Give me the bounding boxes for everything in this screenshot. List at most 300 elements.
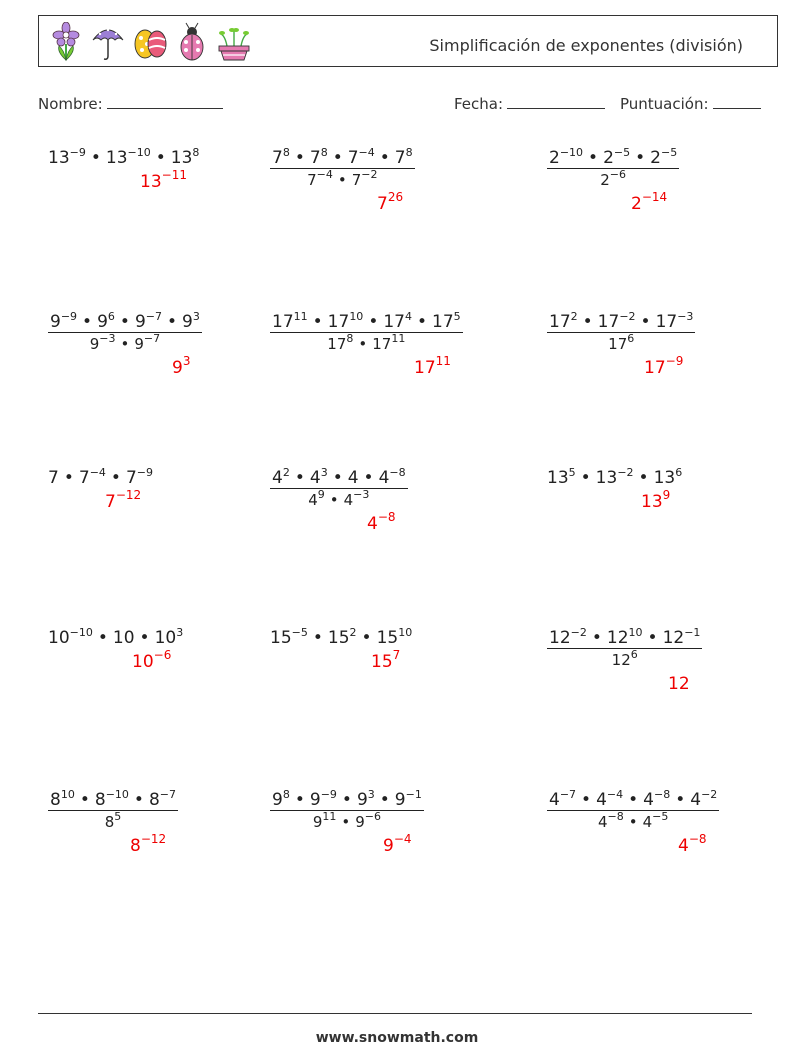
power-term [348, 468, 359, 488]
fraction [48, 312, 202, 353]
denominator [270, 810, 424, 831]
power-term [270, 628, 308, 648]
base: 8 [94, 790, 106, 810]
power-term [547, 468, 576, 488]
multiply-dot: • [82, 312, 93, 332]
base: 7 [307, 171, 317, 189]
fraction [48, 790, 178, 831]
exponent: 6 [627, 332, 635, 345]
multiply-dot: • [638, 468, 649, 488]
power-term [611, 648, 638, 669]
date-blank[interactable] [507, 93, 605, 109]
fraction [270, 468, 408, 509]
base: 17 [549, 312, 571, 332]
exponent: −10 [127, 146, 151, 159]
flower-icon [49, 22, 83, 62]
power-term [89, 332, 116, 353]
power-term [596, 790, 623, 810]
power-term [310, 790, 337, 810]
exponent: −5 [652, 810, 669, 823]
exponent: 10 [349, 310, 364, 323]
denominator [547, 332, 695, 353]
problem-3 [547, 148, 679, 190]
power-term [308, 488, 325, 509]
base: 17 [597, 312, 620, 332]
base: 9 [394, 790, 406, 810]
answer-exponent: 7 [392, 648, 401, 662]
power-term [650, 148, 677, 168]
exponent: −7 [145, 310, 162, 323]
power-term [372, 332, 406, 353]
answer-base: 12 [668, 674, 690, 694]
base: 13 [547, 468, 569, 488]
power-term [50, 312, 77, 332]
base: 9 [134, 335, 144, 353]
exponent: 9 [317, 488, 325, 501]
exponent: 8 [282, 146, 290, 159]
answer-exponent: −8 [377, 510, 396, 524]
answer [130, 832, 167, 856]
numerator [48, 790, 178, 810]
power-term [642, 810, 669, 831]
base: 8 [148, 790, 160, 810]
exponent: −5 [291, 626, 308, 639]
numerator [270, 790, 424, 810]
problem-15 [547, 790, 719, 832]
exponent: 8 [405, 146, 413, 159]
answer [644, 354, 684, 378]
footer-divider [38, 1013, 752, 1014]
exponent: −6 [609, 168, 626, 181]
base: 4 [378, 468, 390, 488]
exponent: −4 [316, 168, 333, 181]
multiply-dot: • [361, 628, 372, 648]
base: 13 [48, 148, 70, 168]
multiply-dot: • [675, 790, 686, 810]
exponent: 5 [568, 466, 576, 479]
answer-base: 13 [140, 172, 162, 192]
base: 12 [611, 651, 631, 669]
exponent: −8 [607, 810, 624, 823]
multiply-dot: • [133, 790, 144, 810]
power-term [182, 312, 200, 332]
base: 2 [549, 148, 560, 168]
exponent: 5 [114, 810, 122, 823]
exponent: −10 [69, 626, 93, 639]
numerator [270, 312, 463, 332]
power-term [328, 312, 364, 332]
power-term [79, 468, 106, 488]
exponent: −10 [105, 788, 129, 801]
exponent: 11 [322, 810, 337, 823]
exponent: −6 [364, 810, 381, 823]
answer-base: 2 [631, 194, 642, 214]
power-term [135, 312, 162, 332]
multiply-dot: • [416, 312, 428, 332]
power-term [149, 790, 176, 810]
problem-14 [270, 790, 424, 832]
answer [641, 488, 671, 512]
power-term [343, 488, 370, 509]
answer-exponent: 3 [182, 354, 191, 368]
power-term [272, 790, 290, 810]
problem-12 [547, 628, 702, 670]
multiply-dot: • [647, 628, 658, 648]
multiply-dot: • [294, 468, 305, 488]
answer [678, 832, 707, 856]
problem-4 [48, 312, 202, 354]
base: 7 [394, 148, 406, 168]
base: 4 [643, 790, 654, 810]
expression [48, 468, 153, 488]
exponent: 8 [346, 332, 354, 345]
base: 13 [170, 148, 193, 168]
multiply-dot: • [110, 468, 121, 488]
power-term [134, 332, 161, 353]
multiply-dot: • [582, 312, 593, 332]
base: 9 [272, 790, 283, 810]
base: 13 [653, 468, 676, 488]
power-term [104, 810, 122, 831]
base: 17 [272, 312, 294, 332]
exponent: −2 [361, 168, 378, 181]
answer-exponent: −11 [161, 168, 187, 182]
problem-1 [48, 148, 199, 168]
exponent: −2 [570, 626, 587, 639]
answer-base: 17 [644, 358, 666, 378]
answer-base: 9 [172, 358, 183, 378]
ladybug-icon [175, 22, 209, 62]
base: 13 [105, 148, 128, 168]
power-term [643, 790, 670, 810]
exponent: −5 [660, 146, 678, 159]
power-term [355, 810, 381, 831]
exponent: 5 [453, 310, 461, 323]
base: 17 [383, 312, 405, 332]
multiply-dot: • [312, 628, 323, 648]
exponent: 10 [60, 788, 75, 801]
answer [367, 510, 396, 534]
power-term [351, 168, 378, 189]
exponent: −4 [89, 466, 106, 479]
fraction [547, 628, 702, 669]
multiply-dot: • [166, 312, 178, 332]
exponent: −3 [99, 332, 116, 345]
answer-exponent: −9 [665, 354, 684, 368]
header-box [38, 15, 778, 67]
answer-base: 7 [105, 492, 116, 512]
fraction [270, 148, 415, 189]
base: 7 [272, 148, 283, 168]
power-term [50, 790, 75, 810]
power-term [395, 790, 422, 810]
exponent: 3 [367, 788, 375, 801]
base: 9 [50, 312, 61, 332]
power-term [97, 312, 115, 332]
base: 9 [97, 312, 108, 332]
multiply-dot: • [358, 335, 368, 353]
multiply-dot: • [580, 468, 591, 488]
power-term [48, 148, 86, 168]
base: 7 [347, 148, 359, 168]
name-field [38, 93, 223, 113]
base: 9 [134, 312, 146, 332]
multiply-dot: • [332, 148, 343, 168]
multiply-dot: • [63, 468, 74, 488]
numerator [547, 312, 695, 332]
base: 7 [351, 171, 362, 189]
power-term [549, 312, 578, 332]
power-term [383, 312, 412, 332]
multiply-dot: • [379, 790, 390, 810]
base: 4 [549, 790, 560, 810]
base: 15 [270, 628, 292, 648]
numerator [270, 468, 408, 488]
power-term [171, 148, 200, 168]
exponent: −1 [684, 626, 701, 639]
multiply-dot: • [119, 312, 130, 332]
base: 4 [347, 468, 359, 488]
answer [140, 168, 187, 192]
base: 9 [312, 813, 323, 831]
base: 2 [600, 171, 610, 189]
base: 12 [549, 628, 571, 648]
base: 9 [355, 813, 365, 831]
numerator [547, 148, 679, 168]
power-term [597, 810, 624, 831]
exponent: −5 [613, 146, 631, 159]
base: 2 [650, 148, 661, 168]
footer-url: www.snowmath.com [315, 1030, 479, 1046]
denominator [547, 648, 702, 669]
answer-exponent: −6 [153, 648, 172, 662]
multiply-dot: • [97, 628, 108, 648]
power-term [549, 628, 587, 648]
exponent: −10 [559, 146, 584, 159]
exponent: 6 [107, 310, 115, 323]
power-term [48, 628, 93, 648]
base: 10 [112, 628, 135, 648]
exponent: 2 [282, 466, 290, 479]
power-term [113, 628, 135, 648]
power-term [608, 332, 635, 353]
fraction [270, 312, 463, 353]
exponent: 11 [391, 332, 406, 345]
exponent: −7 [159, 788, 176, 801]
exponent: 2 [349, 626, 357, 639]
umbrella-icon [91, 22, 125, 62]
problem-13 [48, 790, 178, 832]
base: 12 [606, 628, 629, 648]
exponent: −2 [619, 310, 636, 323]
base: 10 [154, 628, 177, 648]
answer-base: 10 [132, 652, 154, 672]
answer-exponent: −8 [688, 832, 707, 846]
exponent: 8 [192, 146, 200, 159]
denominator [48, 810, 178, 831]
base: 9 [182, 312, 193, 332]
header-icons [49, 22, 251, 62]
power-term [663, 628, 701, 648]
answer-base: 9 [383, 836, 394, 856]
base: 8 [104, 813, 115, 831]
exponent: 2 [570, 310, 578, 323]
name-label: Nombre: [38, 95, 103, 113]
base: 9 [309, 790, 321, 810]
answer-exponent: −12 [140, 832, 167, 846]
multiply-dot: • [379, 148, 390, 168]
denominator [270, 488, 408, 509]
answer [414, 354, 451, 378]
answer-base: 13 [641, 492, 663, 512]
base: 17 [608, 335, 628, 353]
exponent: −7 [143, 332, 161, 345]
score-blank[interactable] [713, 93, 761, 109]
problem-10 [48, 628, 183, 648]
exponent: 3 [176, 626, 184, 639]
problem-6 [547, 312, 695, 354]
power-term [310, 148, 328, 168]
base: 9 [89, 335, 100, 353]
multiply-dot: • [294, 148, 305, 168]
multiply-dot: • [329, 491, 339, 509]
date-label: Fecha: [454, 95, 504, 113]
answer [132, 648, 172, 672]
base: 7 [78, 468, 90, 488]
expression [270, 628, 412, 648]
denominator [270, 168, 415, 189]
multiply-dot: • [294, 790, 305, 810]
answer-base: 4 [367, 514, 378, 534]
multiply-dot: • [341, 790, 352, 810]
sprout-planter-icon [217, 22, 251, 62]
multiply-dot: • [312, 312, 323, 332]
answer [383, 832, 412, 856]
exponent: −2 [617, 466, 634, 479]
fraction [270, 790, 424, 831]
power-term [48, 468, 59, 488]
exponent: 11 [293, 310, 308, 323]
multiply-dot: • [79, 790, 90, 810]
name-blank[interactable] [107, 93, 223, 109]
exponent: 10 [398, 626, 413, 639]
power-term [126, 468, 153, 488]
denominator [48, 332, 202, 353]
exponent: 3 [192, 310, 200, 323]
expression [48, 628, 183, 648]
problem-11 [270, 628, 412, 648]
power-term [607, 628, 643, 648]
denominator [270, 332, 463, 353]
exponent: 6 [630, 648, 638, 661]
exponent: −9 [320, 788, 337, 801]
exponent: −4 [358, 146, 375, 159]
easter-eggs-icon [133, 22, 167, 62]
power-term [377, 628, 413, 648]
power-term [598, 312, 636, 332]
base: 4 [343, 491, 354, 509]
exponent: −9 [69, 146, 86, 159]
power-term [654, 468, 683, 488]
score-label: Puntuación: [620, 95, 709, 113]
answer [631, 190, 668, 214]
exponent: 4 [404, 310, 412, 323]
power-term [690, 790, 717, 810]
multiply-dot: • [628, 813, 638, 831]
answer-base: 7 [377, 194, 388, 214]
power-term [155, 628, 184, 648]
exponent: −4 [606, 788, 624, 801]
denominator [547, 810, 719, 831]
problem-9 [547, 468, 682, 488]
exponent: 3 [320, 466, 328, 479]
multiply-dot: • [332, 468, 343, 488]
answer-exponent: 9 [662, 488, 671, 502]
answer [668, 674, 690, 694]
base: 4 [597, 813, 608, 831]
power-term [549, 148, 583, 168]
exponent: −1 [405, 788, 422, 801]
base: 17 [327, 335, 347, 353]
denominator [547, 168, 679, 189]
score-field [620, 93, 761, 113]
numerator [270, 148, 415, 168]
exponent: −3 [677, 310, 694, 323]
multiply-dot: • [155, 148, 166, 168]
power-term [328, 628, 357, 648]
power-term [596, 468, 634, 488]
base: 4 [642, 813, 653, 831]
power-term [600, 168, 626, 189]
date-field [454, 93, 605, 113]
problem-2 [270, 148, 415, 190]
base: 4 [690, 790, 702, 810]
multiply-dot: • [139, 628, 150, 648]
multiply-dot: • [120, 335, 130, 353]
base: 15 [327, 628, 350, 648]
power-term [272, 312, 308, 332]
base: 15 [376, 628, 399, 648]
problem-5 [270, 312, 463, 354]
base: 8 [50, 790, 61, 810]
power-term [395, 148, 413, 168]
answer-exponent: −4 [393, 832, 412, 846]
base: 9 [356, 790, 368, 810]
exponent: −2 [701, 788, 718, 801]
exponent: −9 [60, 310, 78, 323]
exponent: 6 [675, 466, 683, 479]
base: 17 [432, 312, 454, 332]
base: 4 [308, 491, 318, 509]
power-term [357, 790, 375, 810]
multiply-dot: • [363, 468, 374, 488]
problem-8 [270, 468, 408, 510]
exponent: 10 [628, 626, 643, 639]
numerator [547, 628, 702, 648]
answer [371, 648, 401, 672]
base: 17 [327, 312, 350, 332]
answer [172, 354, 191, 378]
worksheet-title: Simplificación de exponentes (división) [429, 36, 743, 55]
base: 13 [595, 468, 618, 488]
exponent: −9 [136, 466, 153, 479]
base: 12 [662, 628, 685, 648]
numerator [547, 790, 719, 810]
power-term [549, 790, 576, 810]
base: 17 [655, 312, 678, 332]
multiply-dot: • [368, 312, 379, 332]
power-term [312, 810, 337, 831]
